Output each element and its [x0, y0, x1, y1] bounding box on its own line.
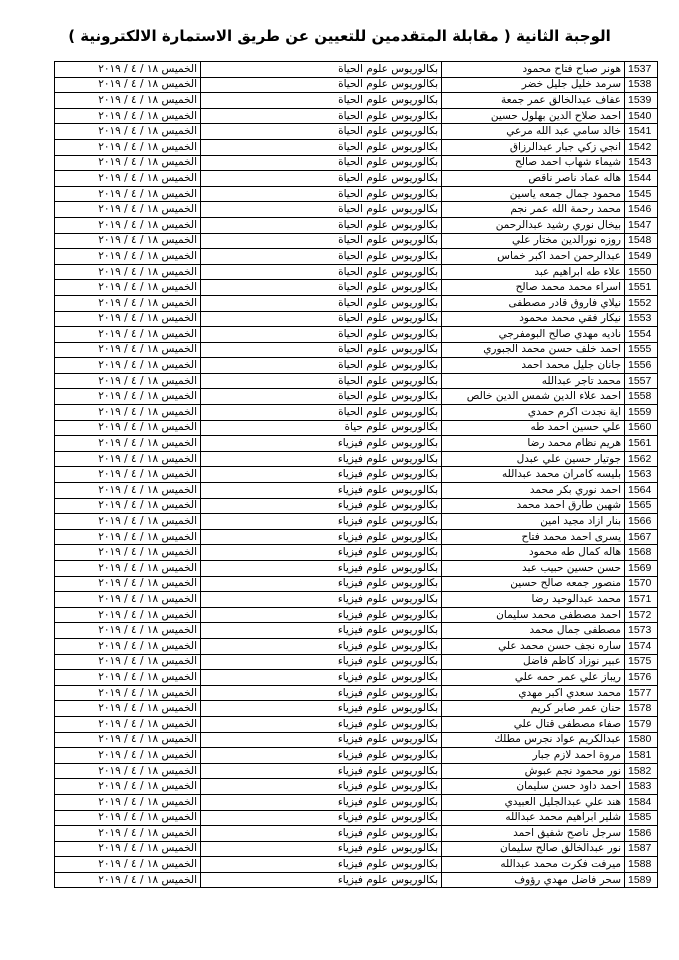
degree-cell: بكالوريوس علوم الحياة — [201, 171, 442, 187]
serial-number-cell: 1587 — [625, 841, 658, 857]
interview-date-cell: الخميس ١٨ / ٤ / ٢٠١٩ — [55, 732, 201, 748]
serial-number-cell: 1576 — [625, 670, 658, 686]
degree-cell: بكالوريوس علوم فيزياء — [201, 841, 442, 857]
table-row — [55, 62, 658, 78]
applicant-name-cell: احمد صلاح الدين بهلول حسين — [442, 108, 625, 124]
serial-number-cell: 1566 — [625, 514, 658, 530]
serial-number-cell: 1586 — [625, 826, 658, 842]
applicant-name-cell: نيكار فقي محمد محمود — [442, 311, 625, 327]
serial-number-cell: 1572 — [625, 607, 658, 623]
serial-number-cell: 1553 — [625, 311, 658, 327]
applicant-name-cell: احمد مصطفى محمد سليمان — [442, 607, 625, 623]
serial-number-cell: 1545 — [625, 186, 658, 202]
serial-number-cell: 1573 — [625, 623, 658, 639]
interview-date-cell: الخميس ١٨ / ٤ / ٢٠١٩ — [55, 436, 201, 452]
applicant-name-cell: عبدالكريم عواد نجرس مطلك — [442, 732, 625, 748]
applicant-name-cell: محمد عبدالوحيد رضا — [442, 592, 625, 608]
applicant-name-cell: بليسه كامران محمد عبدالله — [442, 467, 625, 483]
degree-cell: بكالوريوس علوم فيزياء — [201, 794, 442, 810]
degree-cell: بكالوريوس علوم الحياة — [201, 311, 442, 327]
degree-cell: بكالوريوس علوم فيزياء — [201, 685, 442, 701]
serial-number-cell: 1579 — [625, 716, 658, 732]
applicant-name-cell: احمد علاء الدين شمس الدين خالص — [442, 389, 625, 405]
degree-cell: بكالوريوس علوم الحياة — [201, 373, 442, 389]
degree-cell: بكالوريوس علوم فيزياء — [201, 607, 442, 623]
interview-date-cell: الخميس ١٨ / ٤ / ٢٠١٩ — [55, 451, 201, 467]
applicant-name-cell: علاء طه ابراهيم عبد — [442, 264, 625, 280]
interview-date-cell: الخميس ١٨ / ٤ / ٢٠١٩ — [55, 280, 201, 296]
table-row — [55, 857, 658, 873]
table-row — [55, 623, 658, 639]
applicant-name-cell: شهين طارق احمد محمد — [442, 498, 625, 514]
degree-cell: بكالوريوس علوم الحياة — [201, 186, 442, 202]
table-row — [55, 670, 658, 686]
interview-date-cell: الخميس ١٨ / ٤ / ٢٠١٩ — [55, 342, 201, 358]
degree-cell: بكالوريوس علوم فيزياء — [201, 826, 442, 842]
applicant-name-cell: سرمد خليل جليل خضر — [442, 77, 625, 93]
applicant-name-cell: علي حسين احمد طه — [442, 420, 625, 436]
serial-number-cell: 1564 — [625, 483, 658, 499]
table-row — [55, 514, 658, 530]
applicant-name-cell: عبير نوزاد كاظم فاضل — [442, 654, 625, 670]
serial-number-cell: 1563 — [625, 467, 658, 483]
applicant-name-cell: هند علي عبدالجليل العبيدي — [442, 794, 625, 810]
table-row — [55, 654, 658, 670]
serial-number-cell: 1585 — [625, 810, 658, 826]
applicant-name-cell: انجي زكي جبار عبدالرزاق — [442, 139, 625, 155]
degree-cell: بكالوريوس علوم فيزياء — [201, 779, 442, 795]
interview-date-cell: الخميس ١٨ / ٤ / ٢٠١٩ — [55, 62, 201, 78]
serial-number-cell: 1581 — [625, 748, 658, 764]
table-row — [55, 405, 658, 421]
interview-date-cell: الخميس ١٨ / ٤ / ٢٠١٩ — [55, 358, 201, 374]
table-row — [55, 436, 658, 452]
degree-cell: بكالوريوس علوم فيزياء — [201, 623, 442, 639]
applicant-name-cell: ناديه مهدي صالح البومفرجي — [442, 327, 625, 343]
degree-cell: بكالوريوس علوم الحياة — [201, 77, 442, 93]
table-row — [55, 826, 658, 842]
interview-date-cell: الخميس ١٨ / ٤ / ٢٠١٩ — [55, 529, 201, 545]
interview-date-cell: الخميس ١٨ / ٤ / ٢٠١٩ — [55, 779, 201, 795]
table-row — [55, 576, 658, 592]
serial-number-cell: 1588 — [625, 857, 658, 873]
applicant-name-cell: سرجل ناصح شفيق احمد — [442, 826, 625, 842]
table-row — [55, 685, 658, 701]
applicant-name-cell: عبدالرحمن احمد اكبر خماس — [442, 249, 625, 265]
degree-cell: بكالوريوس علوم فيزياء — [201, 670, 442, 686]
table-row — [55, 545, 658, 561]
interview-date-cell: الخميس ١٨ / ٤ / ٢٠١٩ — [55, 545, 201, 561]
applicant-name-cell: حسن حسين حبيب عبد — [442, 561, 625, 577]
applicant-name-cell: حنان عمر صابر كريم — [442, 701, 625, 717]
degree-cell: بكالوريوس علوم فيزياء — [201, 638, 442, 654]
degree-cell: بكالوريوس علوم فيزياء — [201, 716, 442, 732]
applicant-name-cell: صفاء مصطفى قتال علي — [442, 716, 625, 732]
table-row — [55, 155, 658, 171]
serial-number-cell: 1584 — [625, 794, 658, 810]
serial-number-cell: 1539 — [625, 93, 658, 109]
interview-date-cell: الخميس ١٨ / ٤ / ٢٠١٩ — [55, 171, 201, 187]
serial-number-cell: 1570 — [625, 576, 658, 592]
degree-cell: بكالوريوس علوم الحياة — [201, 217, 442, 233]
applicant-name-cell: بيخال نوري رشيد عبدالرحمن — [442, 217, 625, 233]
serial-number-cell: 1574 — [625, 638, 658, 654]
table-row — [55, 529, 658, 545]
table-row — [55, 451, 658, 467]
interview-date-cell: الخميس ١٨ / ٤ / ٢٠١٩ — [55, 77, 201, 93]
table-row — [55, 638, 658, 654]
serial-number-cell: 1580 — [625, 732, 658, 748]
applicant-name-cell: محمد سعدي اكبر مهدي — [442, 685, 625, 701]
serial-number-cell: 1556 — [625, 358, 658, 374]
interview-date-cell: الخميس ١٨ / ٤ / ٢٠١٩ — [55, 249, 201, 265]
degree-cell: بكالوريوس علوم فيزياء — [201, 732, 442, 748]
interview-date-cell: الخميس ١٨ / ٤ / ٢٠١٩ — [55, 623, 201, 639]
degree-cell: بكالوريوس علوم فيزياء — [201, 545, 442, 561]
serial-number-cell: 1583 — [625, 779, 658, 795]
degree-cell: بكالوريوس علوم فيزياء — [201, 451, 442, 467]
applicant-name-cell: ميرفت فكرت محمد عبدالله — [442, 857, 625, 873]
interview-date-cell: الخميس ١٨ / ٤ / ٢٠١٩ — [55, 794, 201, 810]
applicant-name-cell: نور عبدالخالق صالح سليمان — [442, 841, 625, 857]
degree-cell: بكالوريوس علوم الحياة — [201, 139, 442, 155]
serial-number-cell: 1569 — [625, 561, 658, 577]
degree-cell: بكالوريوس علوم فيزياء — [201, 810, 442, 826]
applicant-name-cell: محمد رحمة الله عمر نجم — [442, 202, 625, 218]
interview-date-cell: الخميس ١٨ / ٤ / ٢٠١٩ — [55, 748, 201, 764]
interview-date-cell: الخميس ١٨ / ٤ / ٢٠١٩ — [55, 857, 201, 873]
degree-cell: بكالوريوس علوم الحياة — [201, 124, 442, 140]
serial-number-cell: 1582 — [625, 763, 658, 779]
serial-number-cell: 1559 — [625, 405, 658, 421]
degree-cell: بكالوريوس علوم فيزياء — [201, 748, 442, 764]
applicant-name-cell: نيلاي فاروق قادر مصطفى — [442, 295, 625, 311]
interview-date-cell: الخميس ١٨ / ٤ / ٢٠١٩ — [55, 405, 201, 421]
applicant-name-cell: هاله عماد ناصر ناقص — [442, 171, 625, 187]
applicant-name-cell: محمود جمال جمعه ياسين — [442, 186, 625, 202]
applicant-name-cell: احمد داود حسن سليمان — [442, 779, 625, 795]
degree-cell: بكالوريوس علوم الحياة — [201, 405, 442, 421]
applicant-name-cell: يسرى احمد محمد فتاح — [442, 529, 625, 545]
table-row — [55, 483, 658, 499]
table-row — [55, 810, 658, 826]
serial-number-cell: 1577 — [625, 685, 658, 701]
interview-date-cell: الخميس ١٨ / ٤ / ٢٠١٩ — [55, 685, 201, 701]
degree-cell: بكالوريوس علوم الحياة — [201, 233, 442, 249]
table-row — [55, 280, 658, 296]
serial-number-cell: 1589 — [625, 872, 658, 888]
degree-cell: بكالوريوس علوم الحياة — [201, 202, 442, 218]
interview-date-cell: الخميس ١٨ / ٤ / ٢٠١٩ — [55, 233, 201, 249]
table-row — [55, 295, 658, 311]
interview-date-cell: الخميس ١٨ / ٤ / ٢٠١٩ — [55, 810, 201, 826]
table-row — [55, 763, 658, 779]
table-row — [55, 186, 658, 202]
degree-cell: بكالوريوس علوم فيزياء — [201, 576, 442, 592]
degree-cell: بكالوريوس علوم الحياة — [201, 295, 442, 311]
serial-number-cell: 1554 — [625, 327, 658, 343]
interview-date-cell: الخميس ١٨ / ٤ / ٢٠١٩ — [55, 483, 201, 499]
interview-date-cell: الخميس ١٨ / ٤ / ٢٠١٩ — [55, 576, 201, 592]
applicants-table-body — [55, 62, 658, 888]
serial-number-cell: 1549 — [625, 249, 658, 265]
interview-date-cell: الخميس ١٨ / ٤ / ٢٠١٩ — [55, 670, 201, 686]
serial-number-cell: 1541 — [625, 124, 658, 140]
table-row — [55, 327, 658, 343]
interview-date-cell: الخميس ١٨ / ٤ / ٢٠١٩ — [55, 607, 201, 623]
applicant-name-cell: ساره نجف حسن محمد علي — [442, 638, 625, 654]
serial-number-cell: 1558 — [625, 389, 658, 405]
table-row — [55, 592, 658, 608]
page-title: الوجبة الثانية ( مقابلة المتقدمين للتعيين عن طريق الاستمارة الالكترونية ) — [68, 27, 611, 45]
serial-number-cell: 1560 — [625, 420, 658, 436]
interview-date-cell: الخميس ١٨ / ٤ / ٢٠١٩ — [55, 826, 201, 842]
applicant-name-cell: اية نجدت اكرم حمدي — [442, 405, 625, 421]
applicant-name-cell: جوتيار حسين علي عبدل — [442, 451, 625, 467]
applicant-name-cell: جانان جليل محمد احمد — [442, 358, 625, 374]
table-row — [55, 249, 658, 265]
serial-number-cell: 1575 — [625, 654, 658, 670]
table-row — [55, 139, 658, 155]
table-row — [55, 233, 658, 249]
interview-date-cell: الخميس ١٨ / ٤ / ٢٠١٩ — [55, 420, 201, 436]
interview-date-cell: الخميس ١٨ / ٤ / ٢٠١٩ — [55, 592, 201, 608]
table-row — [55, 872, 658, 888]
interview-date-cell: الخميس ١٨ / ٤ / ٢٠١٩ — [55, 295, 201, 311]
table-row — [55, 794, 658, 810]
table-row — [55, 77, 658, 93]
table-row — [55, 217, 658, 233]
applicant-name-cell: منصور جمعه صالح حسين — [442, 576, 625, 592]
applicant-name-cell: محمد تاجر عبدالله — [442, 373, 625, 389]
applicant-name-cell: مصطفى جمال محمد — [442, 623, 625, 639]
interview-date-cell: الخميس ١٨ / ٤ / ٢٠١٩ — [55, 124, 201, 140]
degree-cell: بكالوريوس علوم فيزياء — [201, 592, 442, 608]
serial-number-cell: 1544 — [625, 171, 658, 187]
serial-number-cell: 1568 — [625, 545, 658, 561]
degree-cell: بكالوريوس علوم حياة — [201, 420, 442, 436]
serial-number-cell: 1537 — [625, 62, 658, 78]
table-row — [55, 358, 658, 374]
table-row — [55, 779, 658, 795]
degree-cell: بكالوريوس علوم الحياة — [201, 389, 442, 405]
interview-date-cell: الخميس ١٨ / ٤ / ٢٠١٩ — [55, 139, 201, 155]
table-row — [55, 420, 658, 436]
interview-date-cell: الخميس ١٨ / ٤ / ٢٠١٩ — [55, 872, 201, 888]
applicant-name-cell: اسراء محمد محمد صالح — [442, 280, 625, 296]
interview-date-cell: الخميس ١٨ / ٤ / ٢٠١٩ — [55, 514, 201, 530]
table-row — [55, 342, 658, 358]
interview-date-cell: الخميس ١٨ / ٤ / ٢٠١٩ — [55, 155, 201, 171]
serial-number-cell: 1571 — [625, 592, 658, 608]
degree-cell: بكالوريوس علوم فيزياء — [201, 529, 442, 545]
table-row — [55, 171, 658, 187]
table-row — [55, 93, 658, 109]
degree-cell: بكالوريوس علوم الحياة — [201, 342, 442, 358]
table-row — [55, 748, 658, 764]
interview-date-cell: الخميس ١٨ / ٤ / ٢٠١٩ — [55, 638, 201, 654]
interview-date-cell: الخميس ١٨ / ٤ / ٢٠١٩ — [55, 654, 201, 670]
table-row — [55, 311, 658, 327]
table-row — [55, 716, 658, 732]
serial-number-cell: 1546 — [625, 202, 658, 218]
degree-cell: بكالوريوس علوم فيزياء — [201, 467, 442, 483]
degree-cell: بكالوريوس علوم الحياة — [201, 264, 442, 280]
degree-cell: بكالوريوس علوم الحياة — [201, 280, 442, 296]
serial-number-cell: 1538 — [625, 77, 658, 93]
interview-date-cell: الخميس ١٨ / ٤ / ٢٠١٩ — [55, 498, 201, 514]
degree-cell: بكالوريوس علوم فيزياء — [201, 763, 442, 779]
interview-date-cell: الخميس ١٨ / ٤ / ٢٠١٩ — [55, 467, 201, 483]
degree-cell: بكالوريوس علوم فيزياء — [201, 701, 442, 717]
serial-number-cell: 1561 — [625, 436, 658, 452]
applicant-name-cell: سحر فاضل مهدي رؤوف — [442, 872, 625, 888]
table-row — [55, 701, 658, 717]
applicant-name-cell: ريباز علي عمر حمه علي — [442, 670, 625, 686]
interview-date-cell: الخميس ١٨ / ٤ / ٢٠١٩ — [55, 373, 201, 389]
serial-number-cell: 1578 — [625, 701, 658, 717]
serial-number-cell: 1562 — [625, 451, 658, 467]
table-row — [55, 373, 658, 389]
table-row — [55, 732, 658, 748]
interview-date-cell: الخميس ١٨ / ٤ / ٢٠١٩ — [55, 716, 201, 732]
serial-number-cell: 1565 — [625, 498, 658, 514]
interview-date-cell: الخميس ١٨ / ٤ / ٢٠١٩ — [55, 108, 201, 124]
serial-number-cell: 1552 — [625, 295, 658, 311]
degree-cell: بكالوريوس علوم فيزياء — [201, 857, 442, 873]
applicant-name-cell: هاله كمال طه محمود — [442, 545, 625, 561]
serial-number-cell: 1551 — [625, 280, 658, 296]
degree-cell: بكالوريوس علوم الحياة — [201, 358, 442, 374]
interview-date-cell: الخميس ١٨ / ٤ / ٢٠١٩ — [55, 763, 201, 779]
table-row — [55, 498, 658, 514]
table-row — [55, 124, 658, 140]
applicant-name-cell: بنار ازاد مجيد امين — [442, 514, 625, 530]
degree-cell: بكالوريوس علوم فيزياء — [201, 872, 442, 888]
table-row — [55, 467, 658, 483]
degree-cell: بكالوريوس علوم فيزياء — [201, 483, 442, 499]
interview-date-cell: الخميس ١٨ / ٤ / ٢٠١٩ — [55, 186, 201, 202]
table-row — [55, 841, 658, 857]
degree-cell: بكالوريوس علوم فيزياء — [201, 436, 442, 452]
interview-date-cell: الخميس ١٨ / ٤ / ٢٠١٩ — [55, 311, 201, 327]
serial-number-cell: 1557 — [625, 373, 658, 389]
table-row — [55, 264, 658, 280]
applicant-name-cell: احمد خلف حسن محمد الجبوري — [442, 342, 625, 358]
interview-date-cell: الخميس ١٨ / ٤ / ٢٠١٩ — [55, 93, 201, 109]
degree-cell: بكالوريوس علوم فيزياء — [201, 498, 442, 514]
applicant-name-cell: خالد سامي عبد الله مرعي — [442, 124, 625, 140]
serial-number-cell: 1567 — [625, 529, 658, 545]
serial-number-cell: 1542 — [625, 139, 658, 155]
interview-date-cell: الخميس ١٨ / ٤ / ٢٠١٩ — [55, 389, 201, 405]
applicant-name-cell: احمد نوري بكر محمد — [442, 483, 625, 499]
interview-date-cell: الخميس ١٨ / ٤ / ٢٠١٩ — [55, 701, 201, 717]
degree-cell: بكالوريوس علوم الحياة — [201, 155, 442, 171]
serial-number-cell: 1550 — [625, 264, 658, 280]
serial-number-cell: 1548 — [625, 233, 658, 249]
degree-cell: بكالوريوس علوم فيزياء — [201, 561, 442, 577]
applicant-name-cell: نور محمود نجم عبوش — [442, 763, 625, 779]
degree-cell: بكالوريوس علوم الحياة — [201, 249, 442, 265]
table-row — [55, 389, 658, 405]
applicant-name-cell: روزه نورالدين مختار علي — [442, 233, 625, 249]
applicant-name-cell: شيماء شهاب احمد صالح — [442, 155, 625, 171]
serial-number-cell: 1540 — [625, 108, 658, 124]
degree-cell: بكالوريوس علوم الحياة — [201, 327, 442, 343]
interview-date-cell: الخميس ١٨ / ٤ / ٢٠١٩ — [55, 217, 201, 233]
degree-cell: بكالوريوس علوم الحياة — [201, 93, 442, 109]
interview-date-cell: الخميس ١٨ / ٤ / ٢٠١٩ — [55, 841, 201, 857]
applicant-name-cell: هونر صباح فتاح محمود — [442, 62, 625, 78]
table-row — [55, 108, 658, 124]
table-row — [55, 607, 658, 623]
applicant-name-cell: مروة احمد لازم جبار — [442, 748, 625, 764]
applicant-name-cell: هريم نظام محمد رضا — [442, 436, 625, 452]
table-row — [55, 561, 658, 577]
interview-date-cell: الخميس ١٨ / ٤ / ٢٠١٩ — [55, 202, 201, 218]
applicants-table — [54, 61, 658, 888]
interview-date-cell: الخميس ١٨ / ٤ / ٢٠١٩ — [55, 264, 201, 280]
degree-cell: بكالوريوس علوم فيزياء — [201, 654, 442, 670]
serial-number-cell: 1547 — [625, 217, 658, 233]
table-row — [55, 202, 658, 218]
interview-date-cell: الخميس ١٨ / ٤ / ٢٠١٩ — [55, 561, 201, 577]
degree-cell: بكالوريوس علوم الحياة — [201, 108, 442, 124]
applicant-name-cell: عفاف عبدالخالق عمر جمعة — [442, 93, 625, 109]
applicant-name-cell: شلير ابراهيم محمد عبدالله — [442, 810, 625, 826]
serial-number-cell: 1555 — [625, 342, 658, 358]
serial-number-cell: 1543 — [625, 155, 658, 171]
interview-date-cell: الخميس ١٨ / ٤ / ٢٠١٩ — [55, 327, 201, 343]
degree-cell: بكالوريوس علوم الحياة — [201, 62, 442, 78]
degree-cell: بكالوريوس علوم فيزياء — [201, 514, 442, 530]
